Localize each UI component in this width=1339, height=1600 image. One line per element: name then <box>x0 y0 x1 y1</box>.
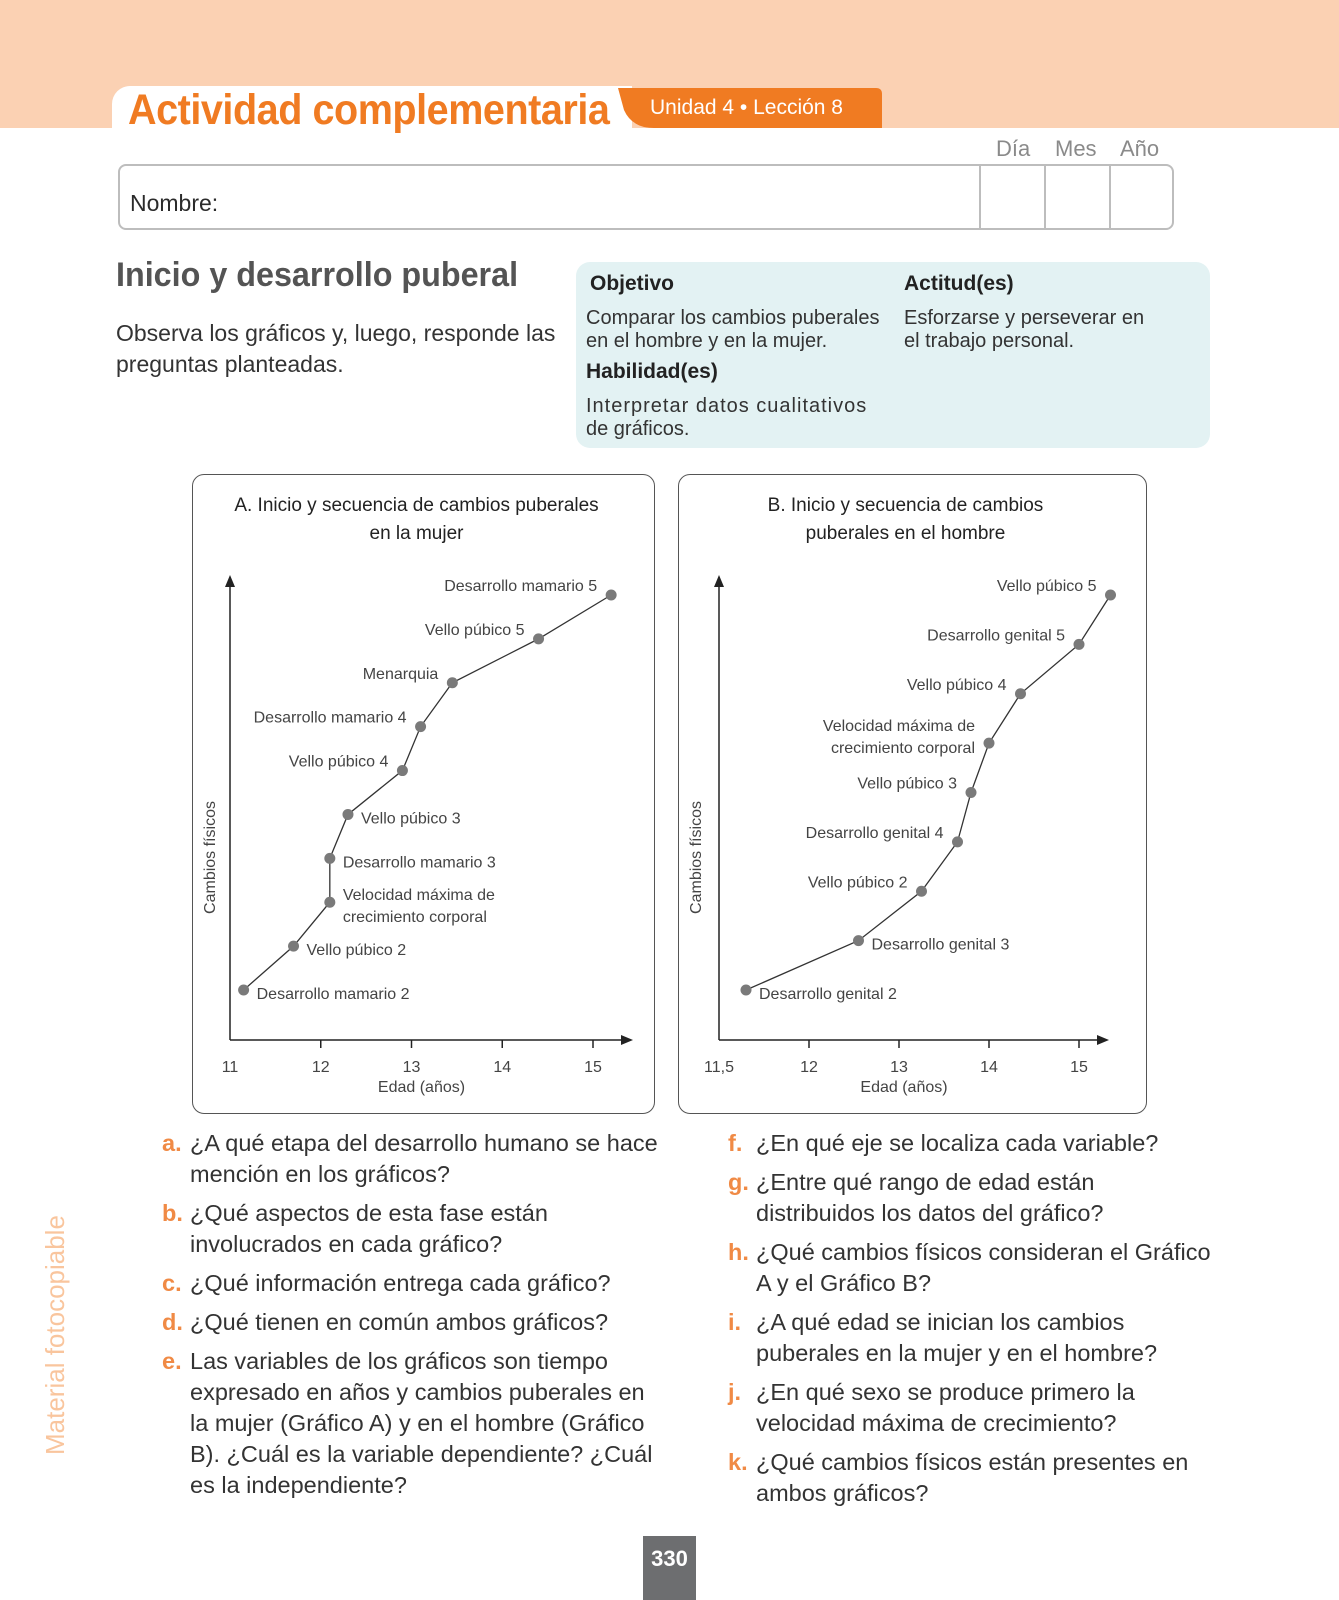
question-text: Las variables de los gráficos son tiempo expresado en años y cambios puberales en la mujer (Gráfico A) y en el hombre (Gráfico B). ¿Cuál es la variable dependiente? ¿Cuál es la independiente? <box>190 1348 653 1498</box>
point-label: Vello púbico 2 <box>807 874 908 892</box>
question-text: ¿Qué información entrega cada gráfico? <box>190 1270 611 1296</box>
questions-right-column <box>728 1128 1218 1517</box>
x-axis-label: Edad (años) <box>377 1079 466 1096</box>
question-letter: b. <box>162 1200 183 1226</box>
point-label: crecimiento corporal <box>830 740 975 758</box>
question-item <box>728 1377 1218 1439</box>
question-letter: h. <box>728 1239 749 1265</box>
name-field[interactable] <box>118 164 1174 230</box>
year-header: Año <box>1120 136 1160 161</box>
question-item <box>162 1307 662 1338</box>
month-header: Mes <box>1055 136 1097 161</box>
question-letter: i. <box>728 1309 742 1335</box>
data-point <box>447 677 458 688</box>
point-label: Desarrollo mamario 3 <box>342 854 496 872</box>
point-label: Vello púbico 3 <box>857 775 957 793</box>
data-point <box>1074 639 1085 650</box>
data-point <box>741 985 752 996</box>
question-item <box>162 1268 662 1299</box>
data-point <box>238 985 249 996</box>
day-field-divider <box>979 164 981 230</box>
question-item <box>728 1128 1218 1159</box>
question-text: ¿Qué cambios físicos consideran el Gráfico A y el Gráfico B? <box>756 1239 1211 1296</box>
data-point <box>1015 688 1026 699</box>
question-text: ¿A qué edad se inician los cambios puberales en la mujer y en el hombre? <box>756 1309 1158 1366</box>
unit-badge <box>618 88 882 128</box>
questions-left-column <box>162 1128 662 1509</box>
chart-b <box>679 475 1148 1115</box>
y-axis-label: Cambios físicos <box>688 801 705 914</box>
chart-title-line2: en la mujer <box>369 523 464 544</box>
data-point <box>533 633 544 644</box>
question-letter: a. <box>162 1130 182 1156</box>
x-tick-label: 15 <box>1070 1059 1088 1076</box>
objective-heading: Objetivo <box>590 272 675 295</box>
x-tick-label: 14 <box>980 1059 998 1076</box>
data-point <box>984 738 995 749</box>
chart-a-frame <box>192 474 655 1114</box>
point-label: Desarrollo genital 5 <box>927 627 1065 645</box>
question-text: ¿Qué cambios físicos están presentes en ambos gráficos? <box>756 1449 1189 1506</box>
point-label: Velocidad máxima de <box>822 718 975 736</box>
day-header: Día <box>996 136 1031 161</box>
chart-title-line1: A. Inicio y secuencia de cambios puberales <box>234 495 599 516</box>
question-text: ¿En qué sexo se produce primero la velocidad máxima de crecimiento? <box>756 1379 1135 1436</box>
question-letter: f. <box>728 1130 743 1156</box>
y-axis-arrow <box>714 575 724 587</box>
point-label: Vello púbico 4 <box>906 676 1007 694</box>
question-item <box>162 1128 662 1190</box>
objective-text-line2: en el hombre y en la mujer. <box>586 330 828 352</box>
x-tick-label: 14 <box>493 1059 512 1076</box>
point-label: Desarrollo mamario 5 <box>444 578 598 595</box>
question-item <box>728 1167 1218 1229</box>
x-tick-label: 12 <box>311 1059 330 1076</box>
x-tick-label: 12 <box>800 1059 818 1076</box>
series-line <box>244 595 612 990</box>
point-label: Vello púbico 4 <box>288 753 389 771</box>
y-axis-arrow <box>225 575 235 587</box>
data-point <box>415 721 426 732</box>
question-text: ¿Entre qué rango de edad están distribuidos los datos del gráfico? <box>756 1169 1104 1226</box>
page-number: 330 <box>651 1546 688 1571</box>
question-item <box>162 1198 662 1260</box>
point-label: Vello púbico 5 <box>424 621 525 639</box>
attitude-text-line2: el trabajo personal. <box>904 330 1075 352</box>
question-text: ¿Qué aspectos de esta fase están involucrados en cada gráfico? <box>190 1200 548 1257</box>
question-letter: e. <box>162 1348 182 1374</box>
question-text: ¿Qué tienen en común ambos gráficos? <box>190 1309 609 1335</box>
point-label: Menarquia <box>362 665 439 683</box>
point-label: Desarrollo mamario 2 <box>256 986 410 1003</box>
x-tick-label: 11,5 <box>704 1059 734 1076</box>
photocopiable-label: Material fotocopiable <box>40 1215 70 1455</box>
chart-b-frame <box>678 474 1147 1114</box>
question-text: ¿En qué eje se localiza cada variable? <box>756 1130 1159 1156</box>
data-point <box>324 897 335 908</box>
data-point <box>342 809 353 820</box>
point-label: Velocidad máxima de <box>342 887 495 905</box>
name-label: Nombre: <box>130 190 219 216</box>
skill-text-line2: de gráficos. <box>586 418 690 440</box>
attitude-text-line1: Esforzarse y perseverar en <box>904 307 1145 329</box>
question-letter: k. <box>728 1449 748 1475</box>
point-label: Vello púbico 5 <box>996 578 1097 595</box>
question-letter: j. <box>728 1379 742 1405</box>
point-label: Desarrollo genital 2 <box>759 986 897 1003</box>
x-axis-arrow <box>621 1035 633 1045</box>
point-label: Vello púbico 3 <box>360 810 461 828</box>
data-point <box>324 853 335 864</box>
instructions-text: Observa los gráficos y, luego, responde las preguntas planteadas. <box>116 320 556 377</box>
question-text: ¿A qué etapa del desarrollo humano se hace mención en los gráficos? <box>190 1130 658 1187</box>
point-label: Desarrollo mamario 4 <box>253 709 407 727</box>
skill-text-line1: Interpretar datos cualitativos <box>586 395 868 417</box>
data-point <box>397 765 408 776</box>
x-tick-label: 11 <box>221 1059 239 1076</box>
question-item <box>728 1237 1218 1299</box>
question-item <box>728 1447 1218 1509</box>
year-field-divider <box>1109 164 1111 230</box>
series-line <box>746 595 1111 990</box>
x-tick-label: 13 <box>890 1059 908 1076</box>
x-axis-label: Edad (años) <box>860 1079 948 1096</box>
data-point <box>966 787 977 798</box>
unit-lesson-label: Unidad 4 • Lección 8 <box>650 96 843 119</box>
question-letter: g. <box>728 1169 749 1195</box>
chart-a <box>193 475 656 1115</box>
chart-title-line2: puberales en el hombre <box>805 523 1006 544</box>
point-label: crecimiento corporal <box>342 909 487 927</box>
x-tick-label: 15 <box>584 1059 602 1076</box>
month-field-divider <box>1044 164 1046 230</box>
data-point <box>288 941 299 952</box>
point-label: Desarrollo genital 4 <box>805 824 944 842</box>
objective-box <box>576 262 1210 448</box>
question-item <box>728 1307 1218 1369</box>
data-point <box>1105 590 1116 601</box>
x-tick-label: 13 <box>402 1059 421 1076</box>
x-axis-arrow <box>1097 1035 1109 1045</box>
question-letter: d. <box>162 1309 183 1335</box>
y-axis-label: Cambios físicos <box>202 801 219 914</box>
question-letter: c. <box>162 1270 182 1296</box>
attitude-heading: Actitud(es) <box>904 272 1014 295</box>
objective-text-line1: Comparar los cambios puberales <box>586 307 880 329</box>
chart-title-line1: B. Inicio y secuencia de cambios <box>767 495 1044 516</box>
question-item <box>162 1346 662 1501</box>
skill-heading: Habilidad(es) <box>586 360 718 383</box>
point-label: Desarrollo genital 3 <box>871 936 1010 954</box>
data-point <box>952 836 963 847</box>
point-label: Vello púbico 2 <box>306 942 407 960</box>
page-title: Actividad complementaria <box>128 86 610 134</box>
data-point <box>606 590 617 601</box>
data-point <box>916 886 927 897</box>
data-point <box>853 935 864 946</box>
section-title: Inicio y desarrollo puberal <box>116 256 519 294</box>
